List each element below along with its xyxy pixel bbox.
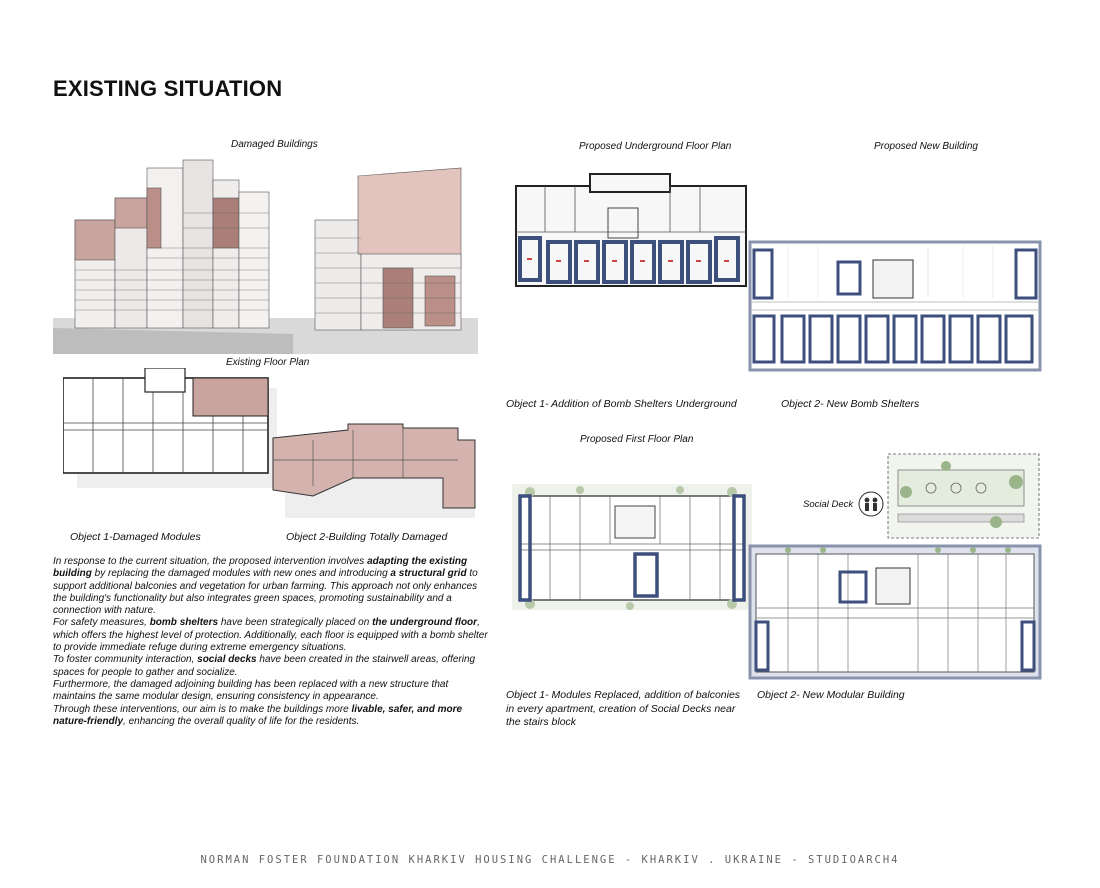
label-object2-modular: Object 2- New Modular Building <box>757 689 905 701</box>
paragraph-intervention: In response to the current situation, the proposed intervention involves adapting the existing building by replacing the damaged modules with new ones and introducing a structural grid to support additional balconies and vegetation for urban farming. This approach not only enhances the building's functionality but also integrates green spaces, promoting sustainability and a connection with nature. <box>53 556 478 617</box>
first-floor-plan-image <box>510 482 755 612</box>
label-object1-underground: Object 1- Addition of Bomb Shelters Underground <box>506 398 737 410</box>
label-object2-damaged: Object 2-Building Totally Damaged <box>286 531 448 543</box>
caption-first-floor-plan: Proposed First Floor Plan <box>580 434 694 445</box>
existing-floor-plan-image <box>63 368 478 518</box>
caption-new-building: Proposed New Building <box>874 141 978 152</box>
label-object1-damaged: Object 1-Damaged Modules <box>70 531 201 543</box>
people-icon <box>856 490 886 518</box>
page-title: EXISTING SITUATION <box>53 76 283 101</box>
paragraph-replacement: Furthermore, the damaged adjoining building has been replaced with a new structure that maintains the same modular design, ensuring consistency in appearance. <box>53 678 449 703</box>
social-deck-image <box>886 452 1041 540</box>
caption-underground-plan: Proposed Underground Floor Plan <box>579 141 732 152</box>
label-social-deck: Social Deck <box>803 499 854 510</box>
intervention-description <box>53 556 493 728</box>
new-modular-building-image <box>748 542 1043 682</box>
caption-damaged-buildings: Damaged Buildings <box>231 139 318 150</box>
caption-existing-floor-plan: Existing Floor Plan <box>226 357 310 368</box>
paragraph-community: To foster community interaction, social decks have been created in the stairwell areas, offering spaces for people to gather and socialize. <box>53 654 476 678</box>
label-object1-first-floor: Object 1- Modules Replaced, addition of balconies in every apartment, creation of Social Decks near the stairs block <box>506 689 741 728</box>
paragraph-safety: For safety measures, bomb shelters have been strategically placed on the underground floor, which offers the highest level of protection. Additionally, each floor is equipped with a bomb shelter to provide immediate refuge during extreme emergency situations. <box>53 617 488 654</box>
new-building-shelters-image <box>748 236 1043 374</box>
paragraph-aim: Through these interventions, our aim is to make the buildings more livable, safer, and more nature-friendly, enhancing the overall quality of life for the residents. <box>53 703 463 727</box>
label-object2-shelters: Object 2- New Bomb Shelters <box>781 398 920 410</box>
footer-credits: NORMAN FOSTER FOUNDATION KHARKIV HOUSING CHALLENGE - KHARKIV . UKRAINE - STUDIOARCH4 <box>200 854 900 866</box>
damaged-buildings-image <box>53 158 478 354</box>
underground-floor-plan-image <box>510 170 755 308</box>
